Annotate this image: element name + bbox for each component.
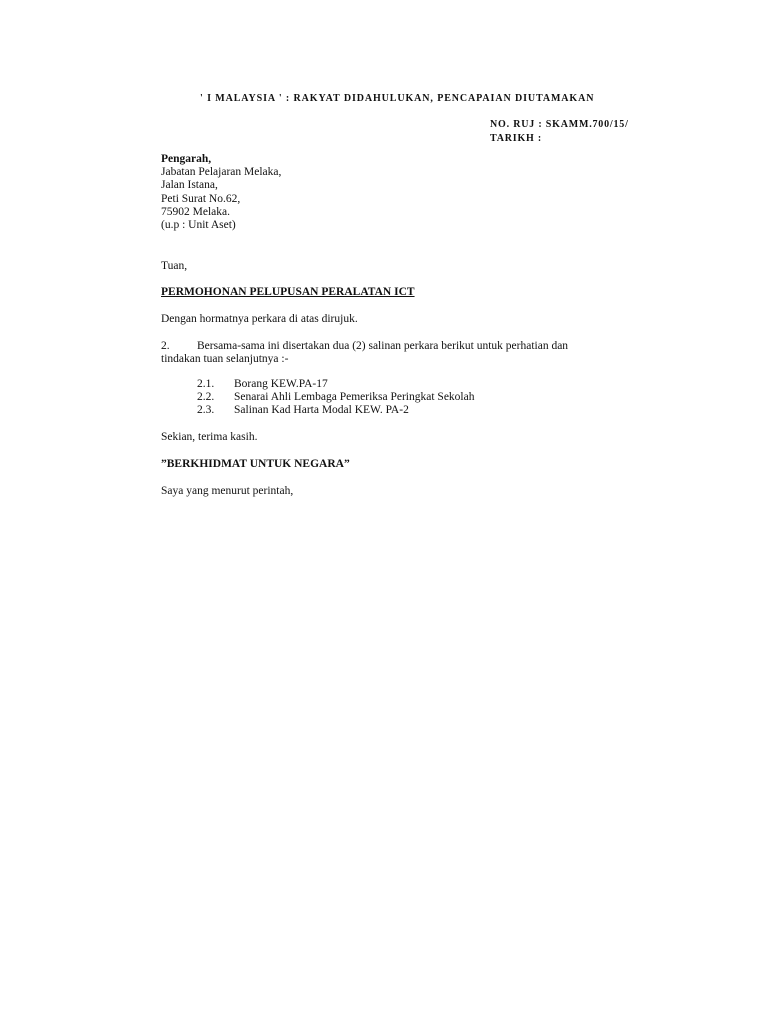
list-item-text: Borang KEW.PA-17 bbox=[234, 378, 328, 390]
recipient-address-line: Peti Surat No.62, bbox=[161, 193, 241, 205]
paragraph-1: Dengan hormatnya perkara di atas dirujuk. bbox=[161, 313, 358, 325]
reference-block bbox=[490, 118, 629, 146]
list-item-text: Salinan Kad Harta Modal KEW. PA-2 bbox=[234, 404, 409, 416]
paragraph-2-line: Bersama-sama ini disertakan dua (2) salinan perkara berikut untuk perhatian dan bbox=[197, 340, 569, 352]
recipient-title: Pengarah, bbox=[161, 153, 212, 165]
motto-header: ' I MALAYSIA ' : RAKYAT DIDAHULUKAN, PENCAPAIAN DIUTAMAKAN bbox=[200, 93, 595, 104]
closing-line: Sekian, terima kasih. bbox=[161, 431, 258, 443]
date-label: TARIKH : bbox=[490, 133, 543, 144]
salutation: Tuan, bbox=[161, 260, 188, 272]
recipient-address-line: Jalan Istana, bbox=[161, 179, 218, 191]
reference-number: NO. RUJ : SKAMM.700/15/ bbox=[490, 119, 629, 130]
paragraph-2-number: 2. bbox=[161, 340, 170, 352]
recipient-address-line: 75902 Melaka. bbox=[161, 206, 230, 218]
list-item-text: Senarai Ahli Lembaga Pemeriksa Peringkat Sekolah bbox=[234, 391, 475, 403]
list-item-number: 2.3. bbox=[197, 404, 215, 416]
recipient-address-line: Jabatan Pelajaran Melaka, bbox=[161, 166, 282, 178]
letter-subject: PERMOHONAN PELUPUSAN PERALATAN ICT bbox=[161, 286, 415, 298]
list-item-number: 2.1. bbox=[197, 378, 215, 390]
paragraph-2-line: tindakan tuan selanjutnya :- bbox=[161, 353, 289, 365]
recipient-attention: (u.p : Unit Aset) bbox=[161, 219, 236, 231]
list-item-number: 2.2. bbox=[197, 391, 215, 403]
slogan: ”BERKHIDMAT UNTUK NEGARA” bbox=[161, 458, 350, 470]
signoff-line: Saya yang menurut perintah, bbox=[161, 485, 294, 497]
